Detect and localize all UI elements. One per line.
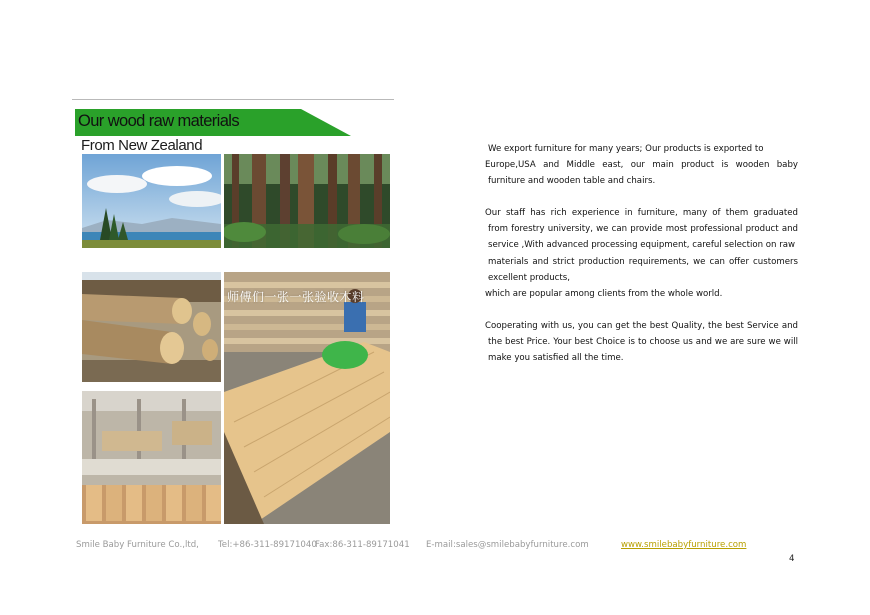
page-footer: [76, 540, 776, 552]
paragraph-cooperation: [485, 318, 798, 367]
footer-website-link[interactable]: www.smilebabyfurniture.com: [621, 540, 747, 550]
text-line: Europe,USA and Middle east, our main product is wooden baby: [485, 160, 798, 171]
lake-landscape-photo: [82, 154, 221, 248]
yard-photo-caption: 师傅们一张一张验收木料: [227, 290, 365, 304]
forest-photo: [224, 154, 390, 248]
text-line: which are popular among clients from the whole world.: [485, 289, 723, 300]
page-number: 4: [789, 554, 795, 564]
paragraph-export: [485, 141, 798, 190]
text-line: make you satisfied all the time.: [488, 353, 624, 364]
footer-email: E-mail:sales@smilebabyfurniture.com: [426, 540, 589, 550]
text-line: service ,With advanced processing equipment, careful selection on raw: [488, 240, 796, 251]
paragraph-staff: [485, 205, 798, 302]
text-line: the best Price. Your best Choice is to choose us and we are sure we will: [488, 337, 798, 348]
text-line: excellent products,: [488, 272, 570, 283]
footer-fax: Fax:86-311-89171041: [315, 540, 410, 550]
section-banner: [75, 109, 351, 136]
footer-tel: Tel:+86-311-89171040: [218, 540, 317, 550]
text-line: Cooperating with us, you can get the best Quality, the best Service and: [485, 321, 798, 331]
text-line: materials and strict production requirements, we can offer customers: [488, 256, 798, 267]
text-line: Our staff has rich experience in furniture, many of them graduated: [485, 208, 798, 218]
banner-title: Our wood raw materials: [78, 112, 240, 130]
footer-company: Smile Baby Furniture Co.,ltd,: [76, 540, 199, 550]
log-pile-photo: [82, 272, 221, 382]
workshop-photo: [82, 391, 221, 524]
text-line: from forestry university, we can provide most professional product and: [488, 224, 798, 235]
timber-inspection-photo: [224, 272, 390, 524]
text-line: We export furniture for many years; Our products is exported to: [488, 144, 764, 154]
section-subtitle: From New Zealand: [81, 137, 203, 154]
text-line: furniture and wooden table and chairs.: [488, 176, 656, 187]
header-rule: [72, 99, 394, 100]
